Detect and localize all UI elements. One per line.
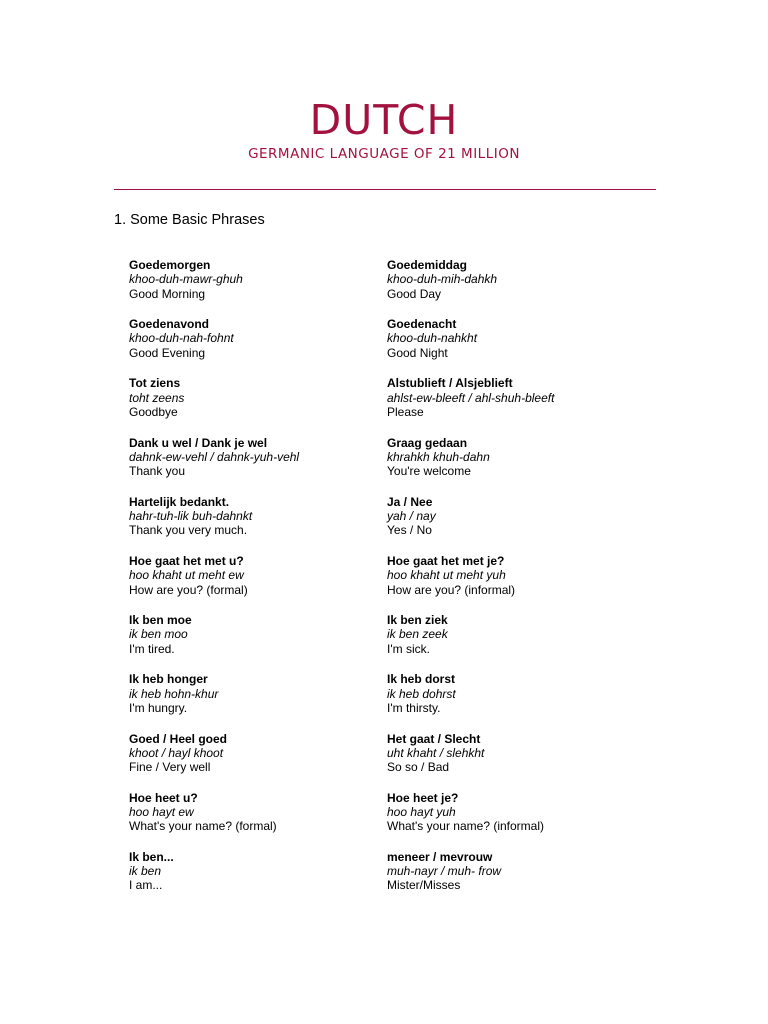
phrase-pronunciation: ik heb dohrst xyxy=(387,686,456,701)
phrase-entry xyxy=(387,554,559,613)
phrase-english: Goodbye xyxy=(129,404,178,419)
phrase-pronunciation: khoo-duh-mawr-ghuh xyxy=(129,272,243,287)
section-heading: 1. Some Basic Phrases xyxy=(114,212,265,228)
phrase-pronunciation: khrahkh khuh-dahn xyxy=(387,449,490,464)
phrase-entry xyxy=(129,613,387,672)
phrase-dutch: Hoe gaat het met je? xyxy=(387,553,505,568)
phrase-english: I am... xyxy=(129,878,163,893)
phrase-pronunciation: hoo hayt ew xyxy=(129,804,194,819)
phrase-english: I'm hungry. xyxy=(129,700,188,715)
phrase-english: What's your name? (informal) xyxy=(387,819,545,834)
phrase-pronunciation: toht zeens xyxy=(129,390,185,405)
phrase-entry xyxy=(387,436,559,495)
phrase-english: I'm tired. xyxy=(129,641,175,656)
phrase-dutch: Goedemorgen xyxy=(129,258,211,272)
phrase-pronunciation: uht khaht / slehkht xyxy=(387,745,485,760)
phrase-pronunciation: ik heb hohn-khur xyxy=(129,686,219,701)
phrase-entry xyxy=(129,436,387,495)
phrase-english: Fine / Very well xyxy=(129,760,211,775)
phrase-entry xyxy=(129,732,387,791)
phrase-pronunciation: dahnk-ew-vehl / dahnk-yuh-vehl xyxy=(129,449,300,464)
phrase-english: Thank you xyxy=(129,464,186,479)
phrase-list xyxy=(129,258,559,909)
phrase-dutch: Hoe heet u? xyxy=(129,790,198,805)
phrase-entry xyxy=(387,672,559,731)
phrase-entry xyxy=(387,613,559,672)
phrase-english: So so / Bad xyxy=(387,760,450,775)
phrase-entry xyxy=(129,258,387,317)
phrase-pronunciation: hahr-tuh-lik buh-dahnkt xyxy=(129,509,253,524)
phrase-dutch: Het gaat / Slecht xyxy=(387,731,481,746)
phrase-pronunciation: ik ben zeek xyxy=(387,627,448,642)
phrase-dutch: Hartelijk bedankt. xyxy=(129,494,230,509)
phrase-dutch: Goed / Heel goed xyxy=(129,731,228,746)
phrase-pronunciation: hoo khaht ut meht ew xyxy=(129,568,244,583)
phrase-dutch: Dank u wel / Dank je wel xyxy=(129,435,268,450)
phrase-dutch: Graag gedaan xyxy=(387,435,468,450)
phrase-english: Thank you very much. xyxy=(129,523,248,538)
phrase-pronunciation: ik ben moo xyxy=(129,627,188,642)
phrase-pronunciation: hoo hayt yuh xyxy=(387,804,456,819)
phrase-english: Mister/Misses xyxy=(387,878,461,893)
phrase-entry xyxy=(387,732,559,791)
phrase-english: I'm sick. xyxy=(387,641,430,656)
phrase-dutch: Alstublieft / Alsjeblieft xyxy=(387,376,513,391)
phrase-english: How are you? (informal) xyxy=(387,582,516,597)
phrase-entry xyxy=(387,376,559,435)
phrase-dutch: meneer / mevrouw xyxy=(387,849,493,864)
page-title: DUTCH xyxy=(309,96,459,144)
phrase-dutch: Ik heb dorst xyxy=(387,672,456,687)
phrase-english: Good Day xyxy=(387,286,442,301)
phrase-pronunciation: khoo-duh-nahkht xyxy=(387,331,478,346)
phrase-entry xyxy=(129,672,387,731)
page-subtitle: GERMANIC LANGUAGE OF 21 MILLION xyxy=(248,146,520,162)
phrase-pronunciation: khoo-duh-mih-dahkh xyxy=(387,272,498,287)
phrase-dutch: Hoe heet je? xyxy=(387,790,459,805)
phrase-dutch: Ik heb honger xyxy=(129,672,208,687)
phrase-english: Good Evening xyxy=(129,345,206,360)
phrase-entry xyxy=(129,376,387,435)
phrase-entry xyxy=(387,317,559,376)
phrase-entry xyxy=(387,258,559,317)
phrase-dutch: Ik ben ziek xyxy=(387,613,448,628)
phrase-english: Yes / No xyxy=(387,523,432,538)
phrase-pronunciation: khoot / hayl khoot xyxy=(129,745,224,760)
phrase-entry xyxy=(129,850,387,909)
phrase-entry xyxy=(387,495,559,554)
phrase-entry xyxy=(129,554,387,613)
phrase-dutch: Goedenacht xyxy=(387,317,457,332)
phrase-dutch: Goedenavond xyxy=(129,317,210,332)
phrase-entry xyxy=(387,791,559,850)
phrase-entry xyxy=(387,850,559,909)
phrase-english: How are you? (formal) xyxy=(129,582,248,597)
phrase-pronunciation: hoo khaht ut meht yuh xyxy=(387,568,506,583)
phrase-pronunciation: ahlst-ew-bleeft / ahl-shuh-bleeft xyxy=(387,390,555,405)
phrase-english: Please xyxy=(387,404,424,419)
phrase-english: I'm thirsty. xyxy=(387,700,441,715)
phrase-entry xyxy=(129,495,387,554)
phrase-dutch: Tot ziens xyxy=(129,376,181,391)
phrase-dutch: Ik ben... xyxy=(129,849,174,864)
phrase-dutch: Hoe gaat het met u? xyxy=(129,553,244,568)
phrase-pronunciation: muh-nayr / muh- frow xyxy=(387,864,502,879)
title-divider xyxy=(114,189,656,190)
phrase-english: What's your name? (formal) xyxy=(129,819,277,834)
phrase-dutch: Goedemiddag xyxy=(387,258,468,272)
phrase-english: Good Night xyxy=(387,345,448,360)
phrase-dutch: Ja / Nee xyxy=(387,494,433,509)
phrase-english: You're welcome xyxy=(387,464,471,479)
phrase-pronunciation: khoo-duh-nah-fohnt xyxy=(129,331,234,346)
phrase-pronunciation: ik ben xyxy=(129,864,162,879)
phrase-entry xyxy=(129,791,387,850)
phrase-pronunciation: yah / nay xyxy=(387,509,436,524)
phrase-english: Good Morning xyxy=(129,286,206,301)
phrase-dutch: Ik ben moe xyxy=(129,613,192,628)
phrase-entry xyxy=(129,317,387,376)
